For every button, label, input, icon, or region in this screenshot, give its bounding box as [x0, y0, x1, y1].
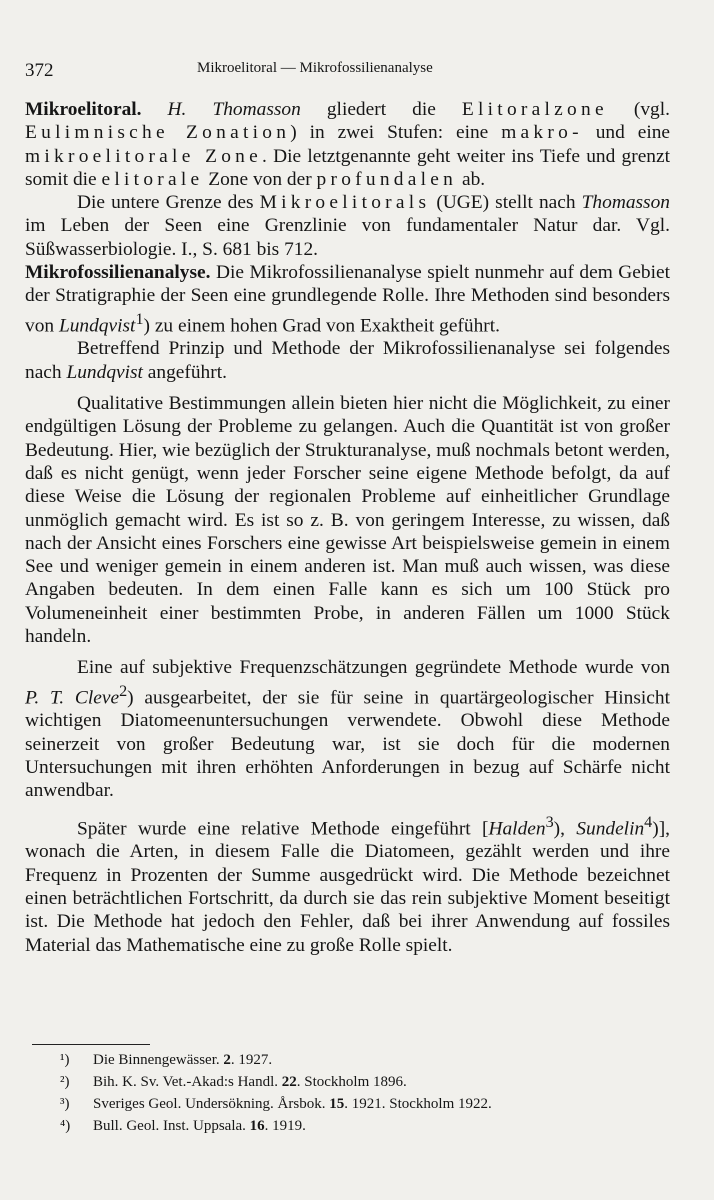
- author-name: P. T. Cleve: [25, 687, 120, 709]
- spaced-term: profundalen: [316, 168, 458, 190]
- author-name: H. Thomasson: [167, 99, 301, 120]
- paragraph-mikrofossilienanalyse-5: Später wurde eine relative Methode eingeführt [Halden$^3$), Sundelin$^4$)], wonach die Arten, in diesem Falle die Diatomeen, gezählt werden und ihre Frequenz in Prozenten der Summe ausgedrückt wird. Die Methode bezeichnet einen beträchtlichen Fortschritt, da durch sie das rein subjektive Moment beseitigt ist. Die Methode hat jedoch den Fehler, daß bei ihrer Anwendung auf fossiles Material das Mathematische eine zu große Rolle spielt.: [25, 813, 670, 956]
- footnote-4: ⁴) Bull. Geol. Inst. Uppsala. 16. 1919.: [60, 1115, 680, 1137]
- page-number: 372: [25, 60, 54, 81]
- footnotes: [60, 1049, 680, 1137]
- paragraph-mikrofossilienanalyse-3: Qualitative Bestimmungen allein bieten hier nicht die Möglichkeit, zu einer endgültigen Lösung der Probleme zu gelangen. Auch die Quantität ist von großer Bedeutung. Hier, wie bezüglich der Strukturanalyse, muß nochmals betont werden, daß es nicht genügt, wenn jeder Forscher seine eigene Methode befolgt, da auf diese Weise die Lösung der regionalen Probleme auf einheitlicher Grundlage unmöglich gemacht wird. Es ist so z. B. von geringem Interesse, zu wissen, daß nach der Ansicht eines Forschers eine gewisse Art beispielsweise gemein in einem See und weniger gemein in einem anderen ist. Man muß auch wissen, was diese Angaben bedeuten. In dem einen Falle kann es sich um 100 Stück pro Volumeneinheit einer bestimmten Probe, in anderen Fällen um 1000 Stück handeln.: [25, 393, 670, 647]
- author-name: Halden: [488, 818, 546, 840]
- author-name: Thomasson: [581, 192, 670, 214]
- spaced-term: mikroelitorale Zone: [25, 145, 263, 167]
- footnote-mark: ⁴): [60, 1118, 71, 1134]
- footnote-mark: ³): [60, 1096, 70, 1112]
- headword-mikroelitoral: Mikroelitoral.: [25, 99, 142, 120]
- footnote-rule: [32, 1044, 150, 1045]
- paragraph-mikrofossilienanalyse-1: Mikrofossilienanalyse. Die Mikrofossilienanalyse spielt nunmehr auf dem Gebiet der Stratigraphie der Seen eine grundlegende Rolle. Ihre Methoden sind besonders von Lundqvist$^1$) zu einem hohen Grad von Exaktheit geführt.: [25, 262, 670, 337]
- footnote-mark: ²): [60, 1074, 70, 1090]
- footnote-ref: 3: [545, 813, 554, 831]
- paragraph-mikroelitoral-2: Die untere Grenze des Mikroelitorals (UGE) stellt nach Thomasson im Leben der Seen eine Grenzlinie von fundamentaler Natur dar. Vgl. Süßwasserbiologie. I., S. 681 bis 712.: [25, 192, 670, 260]
- running-head: Mikroelitoral — Mikrofossilienanalyse: [197, 60, 433, 76]
- footnote-3: ³) Sveriges Geol. Undersökning. Årsbok. 15. 1921. Stockholm 1922.: [60, 1093, 680, 1115]
- author-name: Sundelin: [576, 818, 645, 840]
- author-name: Lundqvist: [66, 361, 143, 383]
- spaced-term: Mikroelitorals: [259, 192, 431, 214]
- footnote-mark: ¹): [60, 1052, 70, 1068]
- footnote-1: ¹) Die Binnengewässer. 2. 1927.: [60, 1049, 680, 1071]
- spaced-term: elitorale: [101, 168, 204, 190]
- spaced-term: Eulimnische Zonation: [25, 122, 291, 144]
- paragraph-mikrofossilienanalyse-2: Betreffend Prinzip und Methode der Mikrofossilienanalyse sei folgendes nach Lundqvist angeführt.: [25, 338, 670, 383]
- author-name: Lundqvist: [58, 315, 136, 337]
- paragraph-mikroelitoral-1: Mikroelitoral. H. Thomasson gliedert die Elitoralzone (vgl. Eulimnische Zonation) in zwei Stufen: eine makro- und eine mikroelitorale Zone. Die letztgenannte geht weiter ins Tiefe und grenzt somit die elitorale Zone von der profundalen ab.: [25, 99, 671, 190]
- body-text: [25, 98, 670, 957]
- spaced-term: makro-: [501, 122, 583, 144]
- paragraph-mikrofossilienanalyse-4: Eine auf subjektive Frequenzschätzungen gegründete Methode wurde von P. T. Cleve$^2$) ausgearbeitet, der sie für seine in quartärgeologischer Hinsicht wichtigen Diatomeenuntersuchungen verwendete. Obwohl diese Methode seinerzeit von großer Bedeutung war, ist sie doch für die modernen Untersuchungen mit ihren erhöhten Anforderungen in bezug auf Schärfe nicht anwendbar.: [25, 657, 670, 802]
- spaced-term: Elitoralzone: [461, 99, 608, 120]
- headword-mikrofossilienanalyse: Mikrofossilienanalyse.: [25, 262, 211, 284]
- footnote-ref: 1: [135, 310, 144, 328]
- footnote-2: ²) Bih. K. Sv. Vet.-Akad:s Handl. 22. Stockholm 1896.: [60, 1071, 680, 1093]
- footnote-ref: 4: [644, 813, 653, 831]
- footnote-ref: 2: [119, 682, 128, 700]
